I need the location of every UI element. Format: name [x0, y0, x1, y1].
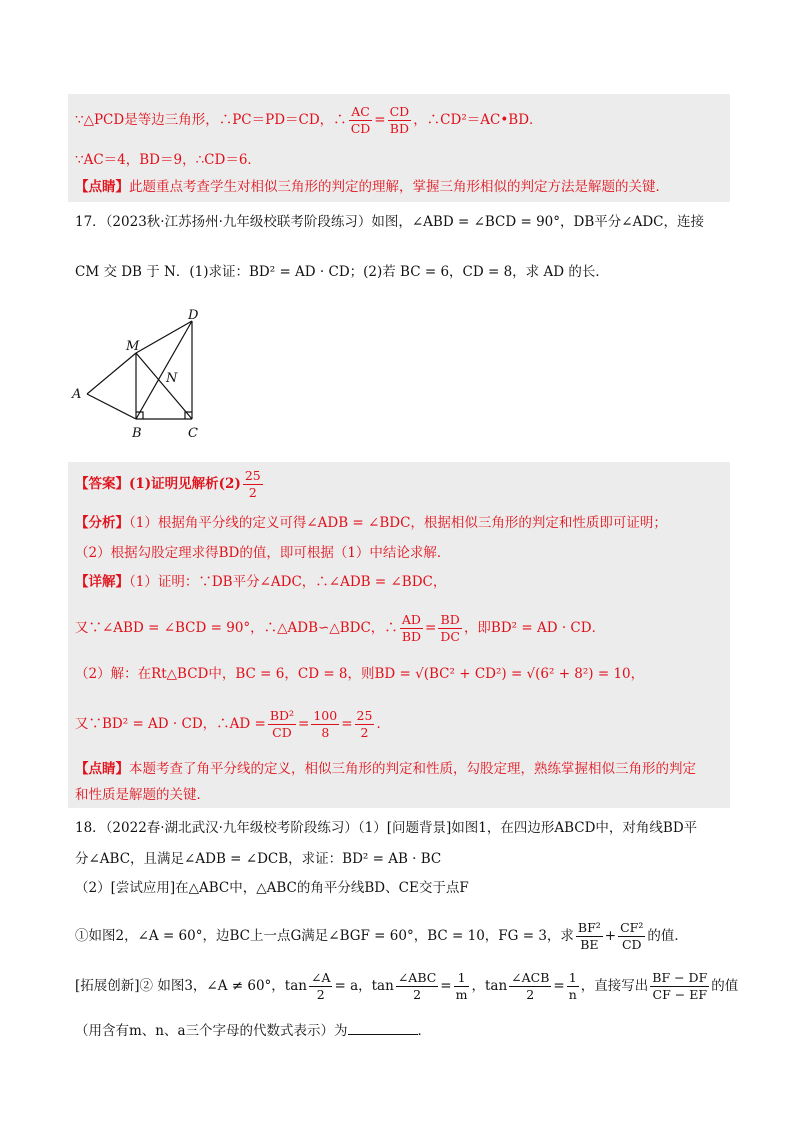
label-B: B [132, 426, 142, 441]
q17-line-1: 17．（2023秋·江苏扬州·九年级校联考阶段练习）如图，∠ABD = ∠BCD = 90°，DB平分∠ADC，连接 [75, 214, 704, 230]
label-D: D [188, 308, 199, 323]
q17-answer: 【答案】(1)证明见解析(2) $\frac{25}{2}$ [75, 468, 261, 500]
q17-analysis-2: （2）根据勾股定理求得BD的值，即可根据（1）中结论求解． [75, 545, 451, 561]
answer-blank[interactable] [348, 1020, 418, 1035]
q18-line-6: （用含有m、n、a三个字母的代数式表示）为 ． [75, 1020, 431, 1041]
q17-analysis-1: 【分析】（1）根据角平分线的定义可得∠ADB = ∠BDC，根据相似三角形的判定和性质即可证明； [75, 515, 667, 531]
q17-detail-3: （2）解：在Rt△BCD中，BC = 6，CD = 8，则BD = √(BC² + CD²) = √(6² + 8²) = 10， [75, 666, 645, 682]
prev-line-2: ∵AC＝4，BD＝9，∴CD＝6． [75, 152, 261, 168]
prev-comment: 【点睛】此题重点考查学生对相似三角形的判定的理解，掌握三角形相似的判定方法是解题的关键． [75, 179, 669, 195]
prev-line-1: ∵△PCD是等边三角形，∴PC＝PD＝CD，∴ $\frac{AC}{CD}$ = $\frac{CD}{BD}$ ，∴CD²＝AC•BD． [75, 104, 543, 136]
q18-line-2: 分∠ABC，且满足∠ADB = ∠DCB，求证：BD² = AB · BC [75, 851, 442, 867]
label-A: A [72, 387, 82, 402]
label-M: M [126, 339, 140, 354]
q18-line-4: ①如图2，∠A = 60°，边BC上一点G满足∠BGF = 60°，BC = 10，FG = 3，求 $\frac{\text{BF²}}{BE}$ + $\frac{\text{CF²}}{CD}$ 的值． [75, 920, 688, 952]
q17-detail-4: 又∵BD² = AD · CD，∴AD = $\frac{\text{BD²}}{CD}$ = $\frac{100}{8}$ = $\frac{25}{2}$ ． [75, 708, 390, 740]
q17-figure [70, 308, 210, 448]
q18-line-3: （2）[尝试应用]在△ABC中，△ABC的角平分线BD、CE交于点F [75, 880, 469, 896]
q18-line-5: [拓展创新]② 如图3，∠A ≠ 60°，tan $\frac{\angle A}{2}$ = a，tan $\frac{\text{∠ABC}}{2}$ = $\frac{1}{m}$ ，tan $\frac{\text{∠ACB}}{2}$ = $\frac{1}{n}$ ，直接写出 $\frac{BF - DF}{CF - EF}$ 的值 [75, 970, 739, 1002]
label-C: C [188, 426, 198, 441]
q17-comment-2: 和性质是解题的关键． [75, 787, 210, 803]
q17-comment-1: 【点睛】本题考查了角平分线的定义，相似三角形的判定和性质，勾股定理，熟练掌握相似三角形的判定 [75, 761, 696, 777]
q17-line-2: CM 交 DB 于 N．(1)求证：BD² = AD · CD；(2)若 BC = 6，CD = 8，求 AD 的长． [75, 264, 609, 280]
q18-line-1: 18．（2022春·湖北武汉·九年级校考阶段练习）（1）[问题背景]如图1，在四边形ABCD中，对角线BD平 [75, 820, 698, 836]
q17-detail-1: 【详解】（1）证明：∵DB平分∠ADC，∴∠ADB = ∠BDC， [75, 574, 447, 590]
q17-detail-2: 又∵∠ABD = ∠BCD = 90°，∴△ADB∽△BDC，∴ $\frac{AD}{BD}$ = $\frac{BD}{DC}$ ，即BD² = AD · CD． [75, 612, 606, 644]
label-N: N [166, 371, 178, 386]
